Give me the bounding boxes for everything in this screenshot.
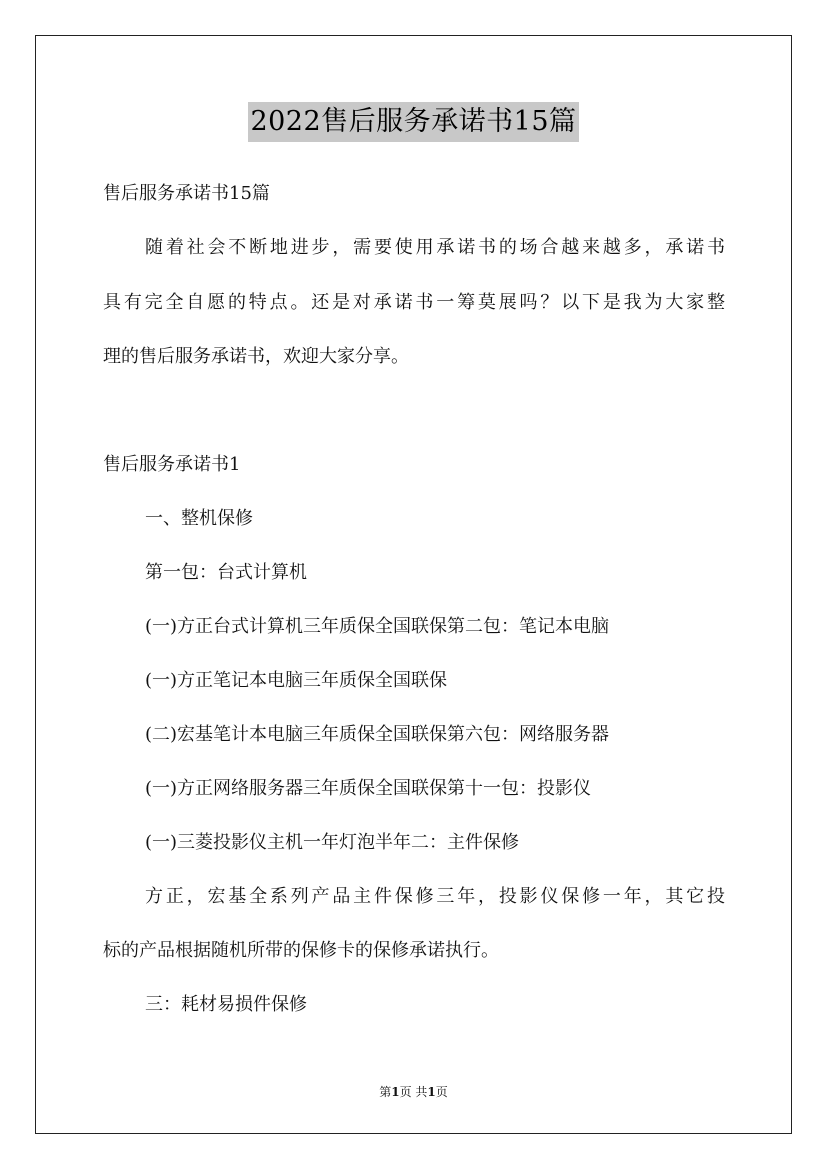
- list-item: 三：耗材易损件保修: [145, 994, 307, 1015]
- paragraph-line-2: 标的产品根据随机所带的保修卡的保修承诺执行。: [103, 940, 499, 961]
- document-subtitle: 售后服务承诺书15篇: [103, 183, 270, 204]
- intro-line-3: 理的售后服务承诺书，欢迎大家分享。: [103, 346, 409, 367]
- title-container: [0, 102, 827, 142]
- intro-line-1: 随着社会不断地进步，需要使用承诺书的场合越来越多，承诺书: [145, 237, 725, 258]
- footer-prefix: 第: [379, 1085, 392, 1099]
- list-item: (一)方正网络服务器三年质保全国联保第十一包：投影仪: [145, 778, 592, 799]
- list-item: (二)宏基笔计本电脑三年质保全国联保第六包：网络服务器: [145, 724, 610, 745]
- footer-suffix: 页: [435, 1085, 448, 1099]
- list-item: (一)方正台式计算机三年质保全国联保第二包：笔记本电脑: [145, 616, 610, 637]
- footer-page-number: 1: [391, 1085, 400, 1099]
- page-footer: [0, 1084, 827, 1100]
- list-item: 一、整机保修: [145, 508, 253, 529]
- list-item: (一)方正笔记本电脑三年质保全国联保: [145, 670, 448, 691]
- list-item: 第一包：台式计算机: [145, 562, 307, 583]
- footer-mid: 页 共: [399, 1085, 428, 1099]
- section-heading: 售后服务承诺书1: [103, 454, 241, 475]
- paragraph-line-1: 方正，宏基全系列产品主件保修三年，投影仪保修一年，其它投: [145, 886, 725, 907]
- footer-page-total: 1: [427, 1085, 436, 1099]
- document-title: 2022售后服务承诺书15篇: [248, 102, 578, 142]
- intro-line-2: 具有完全自愿的特点。还是对承诺书一筹莫展吗？以下是我为大家整: [103, 292, 725, 313]
- list-item: (一)三菱投影仪主机一年灯泡半年二：主件保修: [145, 832, 520, 853]
